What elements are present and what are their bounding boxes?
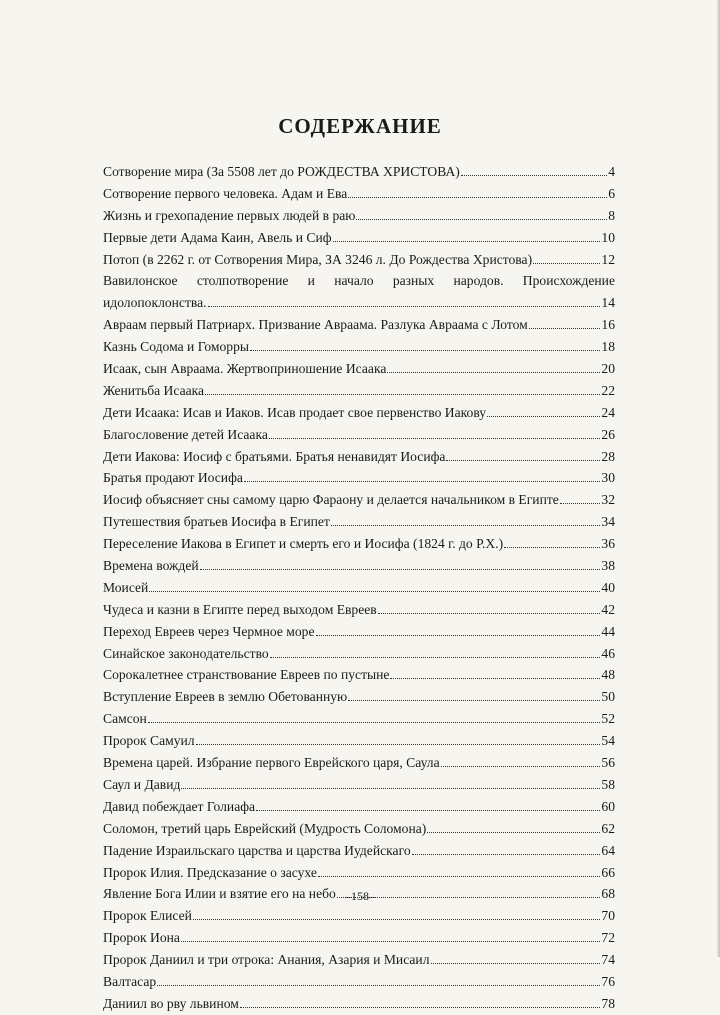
toc-entry-title: Моисей <box>103 579 149 595</box>
toc-entry <box>103 796 615 818</box>
toc-entry-title: Дети Исаака: Исав и Иаков. Исав продает свое первенство Иакову <box>103 404 487 420</box>
toc-entry <box>103 686 615 708</box>
toc-entry-page: 34 <box>601 514 615 530</box>
dot-leader <box>390 677 600 679</box>
toc-entry-title: Сотворение первого человека. Адам и Ева <box>103 185 348 201</box>
dot-leader <box>331 524 601 526</box>
toc-entry <box>103 774 615 796</box>
toc-entry-title: Саул и Давид <box>103 776 181 792</box>
toc-entry-title: Времена вождей <box>103 558 199 574</box>
toc-entry <box>103 862 615 884</box>
toc-entry-page: 22 <box>601 382 615 398</box>
toc-entry-page: 24 <box>601 404 615 420</box>
toc-entry-title: Благословение детей Исаака <box>103 426 268 442</box>
toc-entry-page: 64 <box>601 842 615 858</box>
toc-entry-title: Иосиф объясняет сны самому царю Фараону и делается начальником в Египте <box>103 492 559 508</box>
toc-entry-page: 12 <box>601 251 615 267</box>
toc-entry-page: 42 <box>601 601 615 617</box>
toc-entry <box>103 380 615 402</box>
toc-entry-page: 72 <box>601 930 615 946</box>
toc-entry <box>103 949 615 971</box>
toc-entry-page: 54 <box>601 733 615 749</box>
toc-entry-title: Пророк Иона <box>103 930 180 946</box>
page-number: –158– <box>345 889 375 903</box>
toc-entry <box>103 752 615 774</box>
toc-entry-title: Времена царей. Избрание первого Еврейского царя, Саула <box>103 755 440 771</box>
toc-entry-title: идолопоклонства. <box>103 295 207 311</box>
dot-leader <box>269 437 601 439</box>
dot-leader <box>318 875 600 877</box>
toc-entry-title: Вавилонское столпотворение и начало разных народов. Происхождение <box>103 273 615 289</box>
dot-leader <box>333 240 601 242</box>
toc-entry-title: Даниил во рву львином <box>103 995 239 1011</box>
toc-entry-page: 4 <box>608 164 615 179</box>
dot-leader <box>348 196 607 198</box>
toc-entry-title: Авраам первый Патриарх. Призвание Авраама. Разлука Авраама с Лотом <box>103 317 528 333</box>
toc-entry <box>103 555 615 577</box>
dot-leader <box>181 940 600 942</box>
toc-entry-title: Пророк Даниил и три отрока: Анания, Азария и Мисаил <box>103 952 430 968</box>
dot-leader <box>431 962 601 964</box>
dot-leader <box>504 546 600 548</box>
toc-entry <box>103 621 615 643</box>
toc-entry <box>103 183 615 205</box>
toc-entry <box>103 533 615 555</box>
dot-leader <box>412 853 601 855</box>
toc-entry-title: Жизнь и грехопадение первых людей в раю <box>103 207 356 223</box>
toc-entry <box>103 292 615 314</box>
toc-entry-title: Путешествия братьев Иосифа в Египет <box>103 514 330 530</box>
dot-leader <box>446 459 600 461</box>
toc-entry-page: 18 <box>601 339 615 355</box>
toc-entry <box>103 424 615 446</box>
dot-leader <box>270 656 601 658</box>
dot-leader <box>148 721 601 723</box>
toc-entry-title: Давид побеждает Голиафа <box>103 798 256 814</box>
toc-entry <box>103 489 615 511</box>
dot-leader <box>208 305 601 307</box>
toc-entry <box>103 227 615 249</box>
toc-entry-page: 44 <box>601 623 615 639</box>
toc-entry-page: 50 <box>601 689 615 705</box>
dot-leader <box>149 590 600 592</box>
toc-entry-title: Женитьба Исаака <box>103 382 205 398</box>
toc-entry-page: 28 <box>601 448 615 464</box>
toc-entry <box>103 818 615 840</box>
toc-entry-title: Сотворение мира (За 5508 лет до РОЖДЕСТВА ХРИСТОВА) <box>103 164 460 179</box>
dot-leader <box>244 480 600 482</box>
toc-entry-page: 8 <box>608 207 615 223</box>
toc-entry <box>103 905 615 927</box>
toc-entry-page: 40 <box>601 579 615 595</box>
toc-entry-page: 38 <box>601 558 615 574</box>
toc-entry-page: 46 <box>601 645 615 661</box>
toc-entry <box>103 927 615 949</box>
dot-leader <box>427 831 600 833</box>
toc-entry-page: 48 <box>601 667 615 683</box>
toc-entry-page: 26 <box>601 426 615 442</box>
dot-leader <box>529 327 601 329</box>
toc-entry-title: Сорокалетнее странствование Евреев по пустыне <box>103 667 390 683</box>
toc-entry-title: Пророк Самуил <box>103 733 195 749</box>
toc-entry-title: Потоп (в 2262 г. от Сотворения Мира, ЗА 3246 л. До Рождества Христова) <box>103 251 533 267</box>
toc-entry-title: Переход Евреев через Чермное море <box>103 623 315 639</box>
dot-leader <box>356 218 607 220</box>
toc-entry <box>103 643 615 665</box>
toc-entry <box>103 840 615 862</box>
page-title: СОДЕРЖАНИЕ <box>278 114 442 139</box>
toc-entry-title: Соломон, третий царь Еврейский (Мудрость Соломона) <box>103 820 427 836</box>
toc-entry-page: 68 <box>601 886 615 902</box>
toc-entry <box>103 314 615 336</box>
toc-entry-title: Чудеса и казни в Египте перед выходом Евреев <box>103 601 377 617</box>
toc-entry-title: Казнь Содома и Гоморры <box>103 339 250 355</box>
toc-entry-title: Дети Иакова: Иосиф с братьями. Братья ненавидят Иосифа <box>103 448 446 464</box>
toc-entry-title: Валтасар <box>103 973 157 989</box>
table-of-contents <box>103 161 615 1015</box>
toc-entry-title: Исаак, сын Авраама. Жертвоприношение Исаака <box>103 361 387 377</box>
dot-leader <box>461 174 607 176</box>
dot-leader <box>181 787 600 789</box>
toc-entry-page: 16 <box>601 317 615 333</box>
toc-entry-page: 56 <box>601 755 615 771</box>
toc-entry-page: 76 <box>601 973 615 989</box>
toc-entry <box>103 511 615 533</box>
toc-entry <box>103 358 615 380</box>
toc-entry-page: 58 <box>601 776 615 792</box>
dot-leader <box>533 262 600 264</box>
toc-entry-page: 62 <box>601 820 615 836</box>
toc-entry <box>103 993 615 1015</box>
toc-entry-page: 14 <box>601 295 615 311</box>
toc-entry-page: 78 <box>601 995 615 1011</box>
toc-entry <box>103 402 615 424</box>
dot-leader <box>348 699 600 701</box>
dot-leader <box>256 809 600 811</box>
toc-entry-page: 6 <box>608 185 615 201</box>
toc-entry <box>103 599 615 621</box>
toc-entry <box>103 708 615 730</box>
toc-entry-page: 36 <box>601 536 615 552</box>
toc-entry <box>103 664 615 686</box>
dot-leader <box>193 918 601 920</box>
dot-leader <box>487 415 600 417</box>
toc-entry-title: Синайское законодательство <box>103 645 269 661</box>
toc-entry-page: 74 <box>601 952 615 968</box>
toc-entry <box>103 249 615 271</box>
dot-leader <box>316 634 601 636</box>
dot-leader <box>441 765 601 767</box>
toc-entry-title: Пророк Илия. Предсказание о засухе <box>103 864 317 880</box>
toc-entry <box>103 730 615 752</box>
toc-entry-title: Явление Бога Илии и взятие его на небо <box>103 886 336 902</box>
toc-entry-title: Братья продают Иосифа <box>103 470 243 486</box>
toc-entry-page: 66 <box>601 864 615 880</box>
toc-entry <box>103 161 615 183</box>
dot-leader <box>560 502 601 504</box>
toc-entry-page: 32 <box>601 492 615 508</box>
toc-entry <box>103 971 615 993</box>
dot-leader <box>196 743 601 745</box>
toc-entry <box>103 270 615 292</box>
toc-entry-page: 30 <box>601 470 615 486</box>
dot-leader <box>250 349 600 351</box>
toc-entry <box>103 446 615 468</box>
toc-entry-title: Самсон <box>103 711 147 727</box>
toc-entry-page: 70 <box>601 908 615 924</box>
toc-entry <box>103 577 615 599</box>
toc-entry <box>103 205 615 227</box>
toc-entry-title: Пророк Елисей <box>103 908 192 924</box>
dot-leader <box>378 612 601 614</box>
toc-entry-title: Падение Израильскаго царства и царства Иудейскаго <box>103 842 411 858</box>
toc-entry-page: 52 <box>601 711 615 727</box>
toc-entry-page: 10 <box>601 229 615 245</box>
toc-entry-title: Вступление Евреев в землю Обетованную <box>103 689 348 705</box>
toc-entry-page: 60 <box>601 798 615 814</box>
toc-entry <box>103 467 615 489</box>
toc-entry-title: Первые дети Адама Каин, Авель и Сиф <box>103 229 332 245</box>
dot-leader <box>205 393 600 395</box>
dot-leader <box>200 568 601 570</box>
dot-leader <box>387 371 600 373</box>
toc-entry-title: Переселение Иакова в Египет и смерть его и Иосифа (1824 г. до Р.Х.) <box>103 536 504 552</box>
toc-entry <box>103 336 615 358</box>
dot-leader <box>157 984 600 986</box>
toc-entry-page: 20 <box>601 361 615 377</box>
dot-leader <box>240 1006 601 1008</box>
